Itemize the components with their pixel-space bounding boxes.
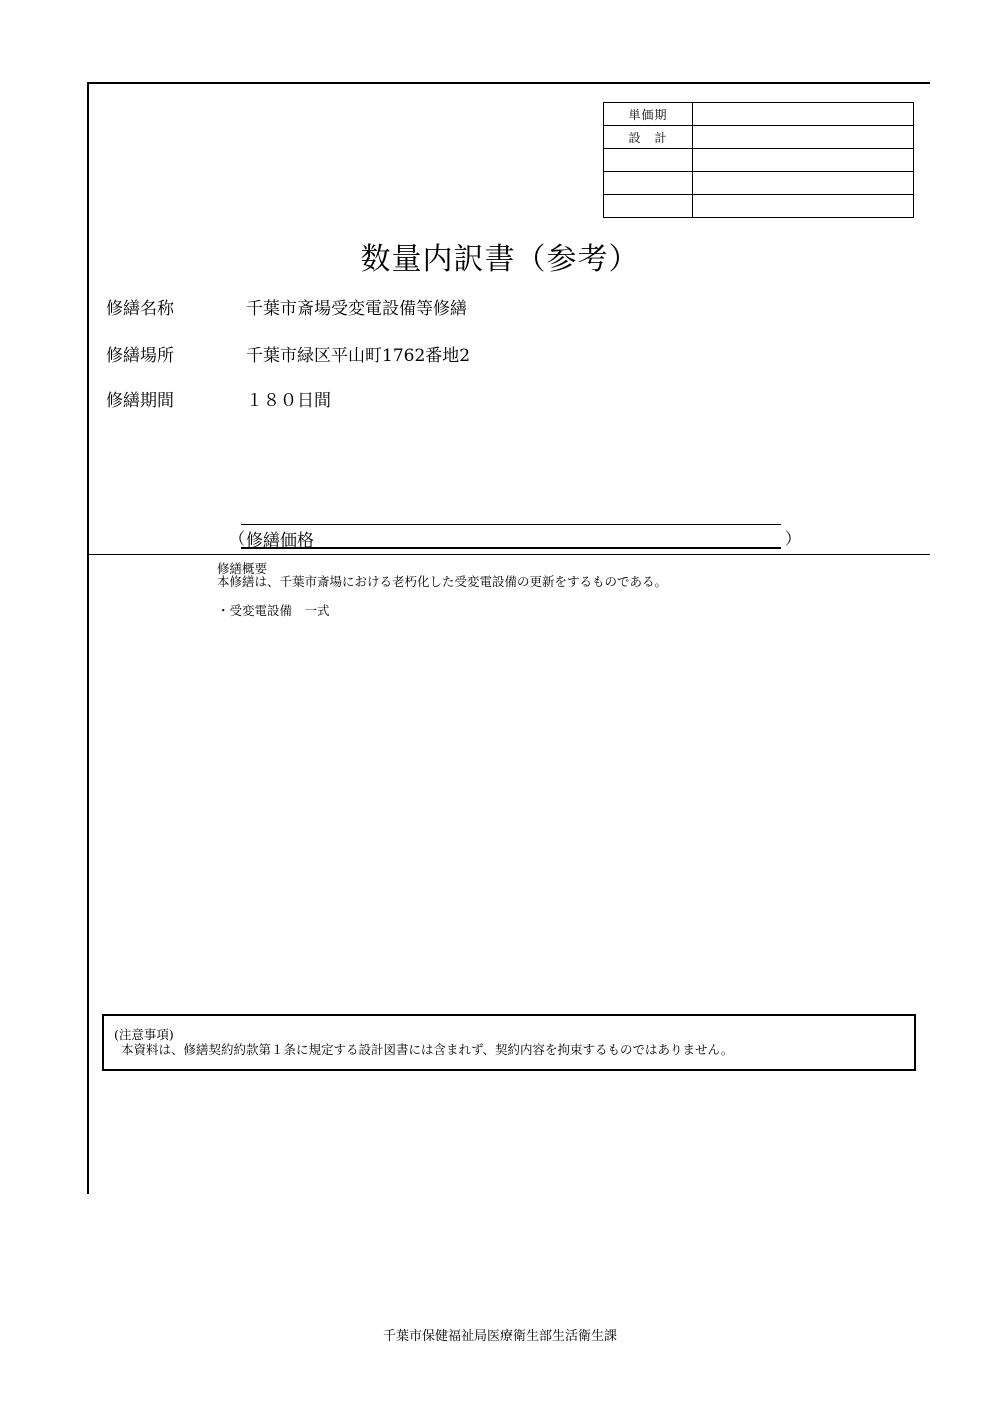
overview-item: ・受変電設備 一式 xyxy=(217,603,330,618)
stamp-value xyxy=(693,195,914,218)
repair-name-label: 修繕名称 xyxy=(106,299,174,319)
repair-price-box xyxy=(241,524,781,549)
stamp-label: 設 計 xyxy=(604,126,693,149)
repair-period-value: １８０日間 xyxy=(246,391,331,411)
price-close-paren: ） xyxy=(785,529,802,548)
overview-text: 本修繕は、千葉市斎場における老朽化した受変電設備の更新をするものである。 xyxy=(217,574,668,589)
notes-heading: (注意事項) xyxy=(114,1027,174,1042)
stamp-row xyxy=(604,195,914,218)
stamp-row xyxy=(604,172,914,195)
stamp-label xyxy=(604,149,693,172)
repair-place-label: 修繕場所 xyxy=(106,346,174,366)
repair-price-label: 修繕価格 xyxy=(246,531,314,551)
stamp-value xyxy=(693,172,914,195)
stamp-table xyxy=(603,102,914,218)
stamp-label: 単価期 xyxy=(604,103,693,126)
overview-heading: 修繕概要 xyxy=(217,561,268,576)
section-divider xyxy=(88,554,930,555)
stamp-label xyxy=(604,172,693,195)
repair-place-value: 千葉市緑区平山町1762番地2 xyxy=(246,346,471,366)
stamp-row xyxy=(604,126,914,149)
stamp-value xyxy=(693,103,914,126)
repair-name-value: 千葉市斎場受変電設備等修繕 xyxy=(246,299,467,319)
stamp-value xyxy=(693,149,914,172)
footer-department: 千葉市保健福祉局医療衛生部生活衛生課 xyxy=(382,1329,617,1344)
notes-text: 本資料は、修繕契約約款第１条に規定する設計図書には含まれず、契約内容を拘束するものではありません。 xyxy=(121,1042,734,1057)
stamp-row xyxy=(604,103,914,126)
stamp-row xyxy=(604,149,914,172)
document-title: 数量内訳書（参考） xyxy=(360,242,640,277)
frame-top-line xyxy=(88,82,930,84)
stamp-label xyxy=(604,195,693,218)
price-open-paren: （ xyxy=(229,529,246,548)
stamp-value xyxy=(693,126,914,149)
repair-period-label: 修繕期間 xyxy=(106,391,174,411)
